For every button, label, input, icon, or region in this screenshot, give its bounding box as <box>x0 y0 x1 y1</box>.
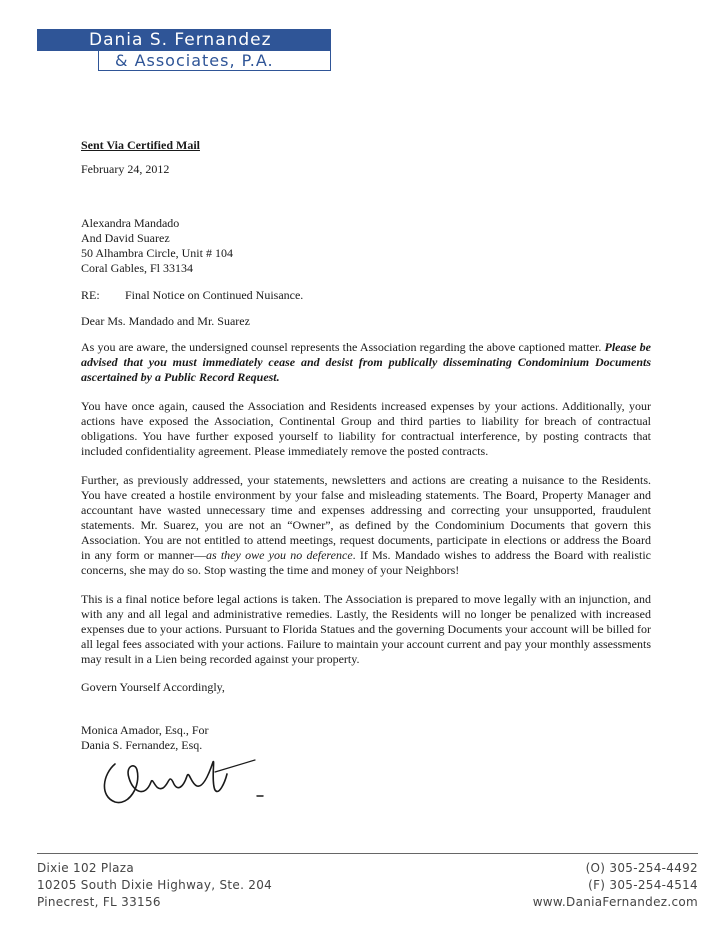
paragraph-3-text-end: . If Ms. Mandado wishes to address the Board with realistic concerns, she may do so. Stop wasting the time and money of your Neighbors! <box>81 548 651 577</box>
footer-address-line: Dixie 102 Plaza <box>37 861 135 875</box>
letter-body <box>81 138 651 753</box>
paragraph-1-emphasis: Please be advised that you must immediately cease and desist from publically disseminating Condominium Documents ascertained by a Public Record Request. <box>81 340 652 384</box>
footer-address-line: Pinecrest, FL 33156 <box>37 895 161 909</box>
recipient-line: Alexandra Mandado <box>81 216 180 230</box>
recipient-line: 50 Alhambra Circle, Unit # 104 <box>81 246 233 260</box>
recipient-line: Coral Gables, Fl 33134 <box>81 261 193 275</box>
paragraph-3-text: Further, as previously addressed, your statements, newsletters and actions are creating a nuisance to the Residents. You have created a hostile environment by your false and misleading statements. The Board, Property Manager and accountant have wasted unnecessary time and expenses addressing and correcting your unsupported, fraudulent statements. Mr. Suarez, you are not an “Owner”, as defined by the Condominium Documents that govern this Association. You are not entitled to attend meetings, request documents, participate in elections or address the Board in any form or manner— <box>81 473 651 562</box>
paragraph-3 <box>81 473 651 578</box>
footer-address <box>37 860 272 911</box>
salutation: Dear Ms. Mandado and Mr. Suarez <box>81 314 250 328</box>
paragraph-3-italic: as they owe you no deference <box>205 548 353 562</box>
subject-line <box>81 288 651 303</box>
signature-block <box>81 723 651 753</box>
recipient-line: And David Suarez <box>81 231 170 245</box>
delivery-method: Sent Via Certified Mail <box>81 138 200 152</box>
footer-divider <box>37 853 698 854</box>
handwritten-signature <box>85 752 265 812</box>
footer-contact <box>533 860 698 911</box>
letterhead-logo-name: Dania S. Fernandez <box>37 29 331 51</box>
paragraph-1-text: As you are aware, the undersigned counsel represents the Association regarding the above captioned matter. <box>81 340 605 354</box>
footer-office-phone: (O) 305-254-4492 <box>585 861 698 875</box>
signer-line: Monica Amador, Esq., For <box>81 723 209 737</box>
footer-fax: (F) 305-254-4514 <box>588 878 698 892</box>
recipient-address <box>81 216 651 276</box>
subject-label: RE: <box>81 288 100 302</box>
paragraph-2: You have once again, caused the Association and Residents increased expenses by your actions. Additionally, your actions have exposed the Association, Continental Group and third parties to liability for breach of contractual obligations. You have further exposed yourself to liability for contractual interference, by posting contracts that included confidentiality agreement. Please immediately remove the posted contracts. <box>81 399 651 458</box>
letter-date: February 24, 2012 <box>81 162 170 176</box>
letterhead-logo-associates: & Associates, P.A. <box>98 51 331 71</box>
paragraph-1 <box>81 340 651 385</box>
paragraph-4: This is a final notice before legal actions is taken. The Association is prepared to move legally with an injunction, and with any and all legal and administrative remedies. Lastly, the Residents will no longer be penalized with increased expenses due to your actions. Pursuant to Florida Statues and the governing Documents your account will be billed for all legal fees associated with your actions. Failure to maintain your account current and pay your monthly assessments may result in a Lien being recorded against your property. <box>81 592 651 666</box>
footer-address-line: 10205 South Dixie Highway, Ste. 204 <box>37 878 273 892</box>
footer-website-link[interactable]: www.DaniaFernandez.com <box>532 895 698 909</box>
signer-line: Dania S. Fernandez, Esq. <box>81 738 203 752</box>
subject-text: Final Notice on Continued Nuisance. <box>125 288 304 302</box>
closing: Govern Yourself Accordingly, <box>81 680 225 694</box>
